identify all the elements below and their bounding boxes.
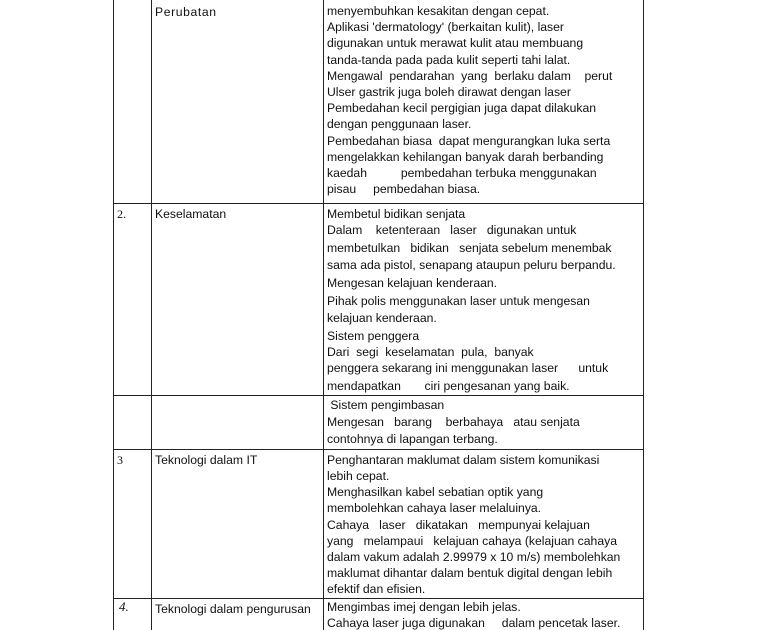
description-line: sama ada pistol, senapang ataupun peluru berpandu. <box>327 258 616 273</box>
description-line: contohnya di lapangan terbang. <box>327 432 498 447</box>
description-line: yang melampaui kelajuan cahaya (kelajuan cahaya <box>327 533 617 548</box>
description-line: kelajuan kenderaan. <box>327 311 437 326</box>
description-line: pisau pembedahan biasa. <box>327 182 481 197</box>
description-line: kaedah pembedahan terbuka menggunakan <box>327 166 597 181</box>
description-line: mengelakkan kehilangan banyak darah berbanding <box>327 149 604 164</box>
description-line: Pihak polis menggunakan laser untuk mengesan <box>327 293 590 308</box>
description-line: Dari segi keselamatan pula, banyak <box>327 344 534 359</box>
description-line: membolehkan cahaya laser melaluinya. <box>327 501 542 516</box>
description-line: Mengesan barang berbahaya atau senjata <box>327 414 580 429</box>
description-line: maklumat dihantar dalam bentuk digital dengan lebih <box>327 566 613 581</box>
field-cell <box>152 0 324 204</box>
description-line: Mengesan kelajuan kenderaan. <box>327 275 498 290</box>
description-line: dalam vakum adalah 2.99979 x 10 m/s) membolehkan <box>327 549 621 564</box>
description-line: digunakan untuk merawat kulit atau membuang <box>327 36 584 51</box>
description-line: Pembedahan kecil pergigian juga dapat dilakukan <box>327 101 596 116</box>
description-line: Sistem penggera <box>327 328 420 343</box>
description-line: menyembuhkan kesakitan dengan cepat. <box>327 4 550 18</box>
laser-applications-table <box>113 0 644 630</box>
field-cell <box>152 204 324 396</box>
description-line: tanda-tanda pada pada kulit seperti tahi lalat. <box>327 52 571 67</box>
table-row <box>114 598 644 630</box>
description-cell <box>324 598 644 630</box>
description-line: Ulser gastrik juga boleh dirawat dengan laser <box>327 85 571 100</box>
row-number: 4. <box>119 598 129 614</box>
description-line: Sistem pengimbasan <box>327 398 445 413</box>
table-row <box>114 396 644 449</box>
description-cell <box>324 396 644 449</box>
description-cell <box>324 449 644 598</box>
field-label: Teknologi dalam pengurusan <box>155 601 311 616</box>
table-row <box>114 0 644 204</box>
row-number-cell <box>114 449 152 598</box>
field-label: Keselamatan <box>155 207 227 221</box>
row-number: 3 <box>117 452 123 467</box>
description-line: efektif dan efisien. <box>327 582 426 597</box>
description-line: Menghasilkan kabel sebatian optik yang <box>327 485 544 500</box>
description-line: Mengimbas imej dengan lebih jelas. <box>327 599 521 614</box>
description-line: penggera sekarang ini menggunakan laser untuk <box>327 361 609 376</box>
description-line: membetulkan bidikan senjata sebelum menembak <box>327 240 612 255</box>
description-line: Penghantaran maklumat dalam sistem komunikasi <box>327 452 600 467</box>
description-cell <box>324 204 644 396</box>
field-cell <box>152 396 324 449</box>
description-line: Pembedahan biasa dapat mengurangkan luka serta <box>327 133 611 148</box>
description-line: Cahaya laser juga digunakan dalam pencetak laser. <box>327 615 621 630</box>
description-line: mendapatkan ciri pengesanan yang baik. <box>327 378 570 393</box>
description-line: Cahaya laser dikatakan mempunyai kelajuan <box>327 517 590 532</box>
row-number-cell <box>114 204 152 396</box>
table-row <box>114 449 644 598</box>
row-number-cell <box>114 0 152 204</box>
field-label: Perubatan <box>155 5 217 19</box>
field-label: Teknologi dalam IT <box>155 452 258 467</box>
row-number-cell <box>114 598 152 630</box>
table-row <box>114 204 644 396</box>
description-line: lebih cepat. <box>327 468 390 483</box>
row-number-cell <box>114 396 152 449</box>
description-line: Mengawal pendarahan yang berlaku dalam perut <box>327 68 613 83</box>
row-number: 2. <box>117 207 126 221</box>
field-cell <box>152 449 324 598</box>
description-cell <box>324 0 644 204</box>
description-line: Dalam ketenteraan laser digunakan untuk <box>327 223 577 238</box>
field-cell <box>152 598 324 630</box>
description-line: dengan penggunaan laser. <box>327 117 472 132</box>
description-line: Membetul bidikan senjata <box>327 207 466 221</box>
description-line: Aplikasi 'dermatology' (berkaitan kulit), laser <box>327 20 564 35</box>
